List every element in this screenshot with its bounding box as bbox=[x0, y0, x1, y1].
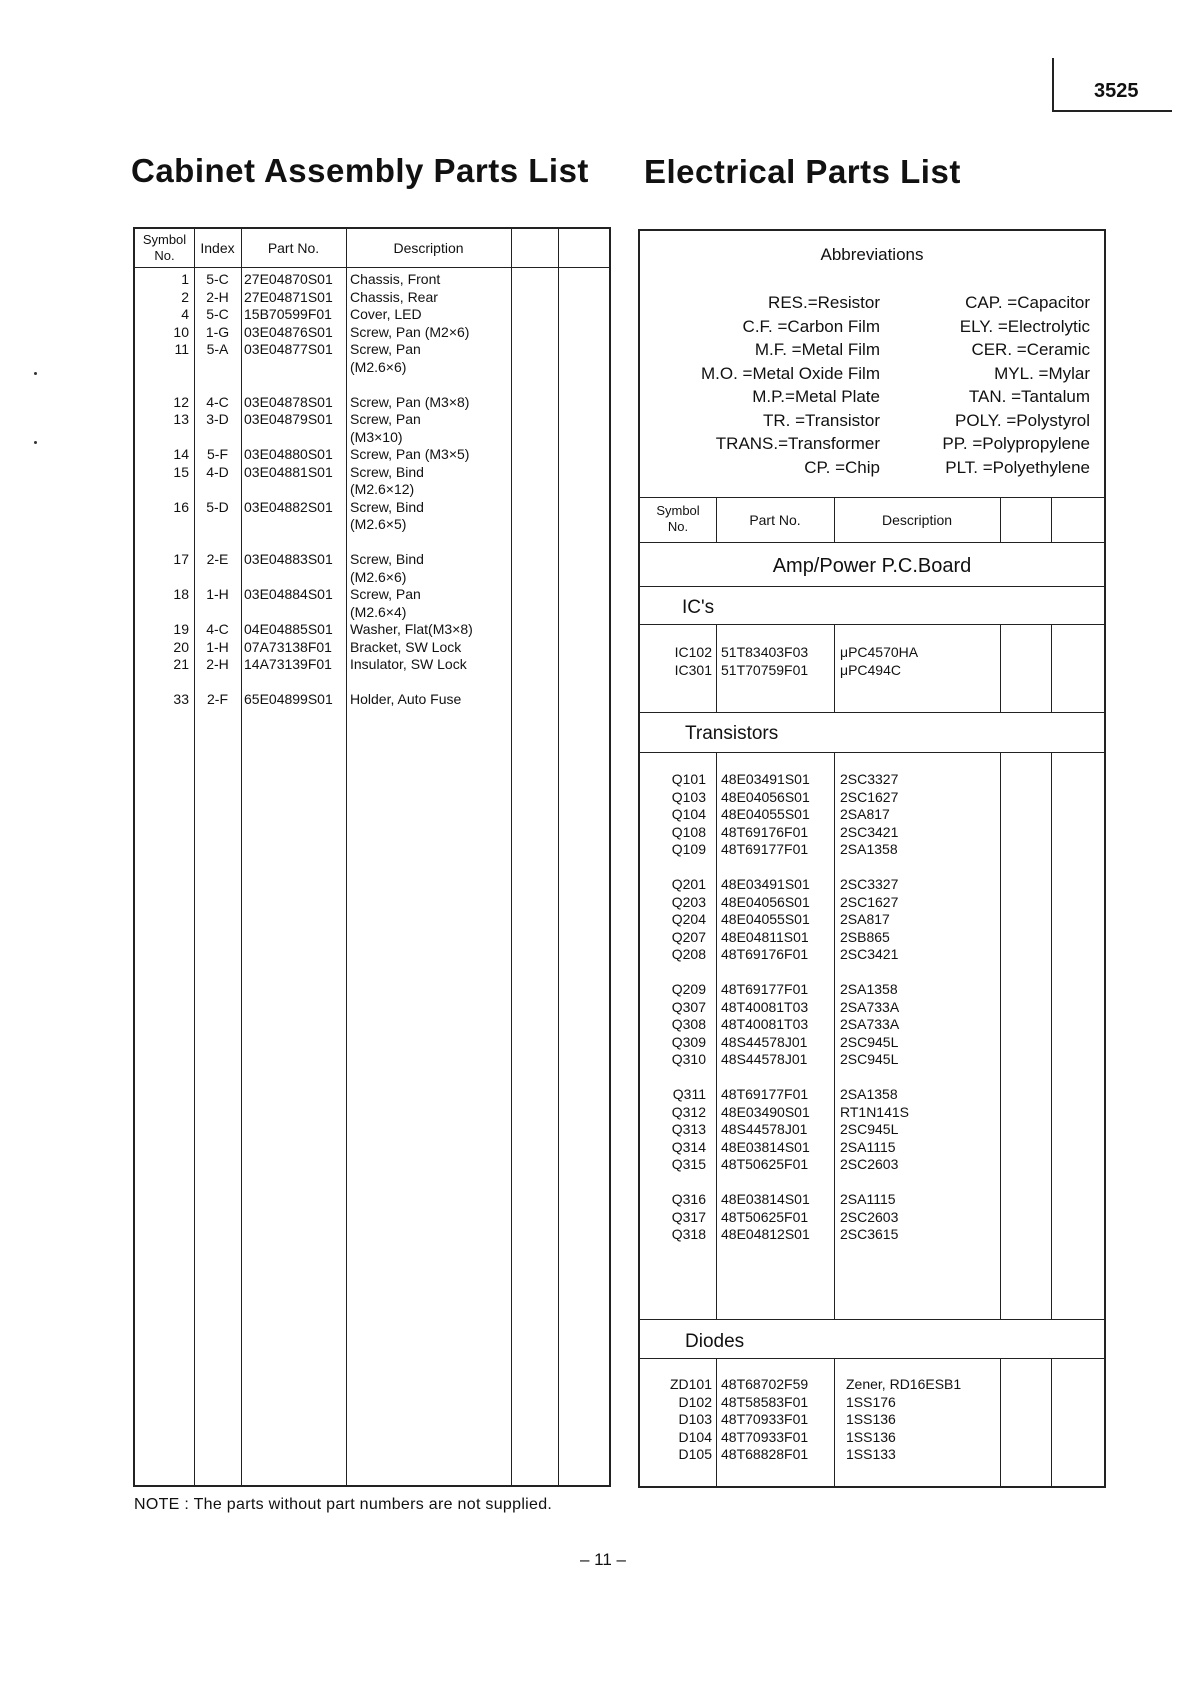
scan-speck bbox=[34, 372, 37, 375]
cabinet-parts-table bbox=[133, 227, 611, 1487]
model-number: 3525 bbox=[1094, 80, 1139, 102]
diodes-part-no-column: 48T68702F59 48T58583F01 48T70933F01 48T70933F01 48T68828F01 bbox=[721, 1376, 809, 1462]
transistors-symbol-column: Q101 Q103 Q104 Q108 Q109 Q201 Q203 Q204 Q207 Q208 Q209 Q307 Q308 Q309 Q310 Q311 Q312 Q313 Q314 Q315 Q316 Q317 Q318 bbox=[671, 771, 706, 1242]
ics-symbol-column: IC102 IC301 bbox=[674, 644, 712, 678]
page-number: – 11 – bbox=[580, 1550, 627, 1569]
header-symbol-no: Symbol No. bbox=[142, 232, 187, 263]
transistors-part-no-column: 48E03491S01 48E04056S01 48E04055S01 48T69176F01 48T69177F01 48E03491S01 48E04056S01 48E04055S01 48E04811S01 48T69176F01 48T69177F01 48T40081T03 48T40081T03 48S44578J01 48S44578J01 48T69177F01 48E03490S01 48S44578J01 48E03814S01 48T50625F01 48E03814S01 48T50625F01 48E04812S01 bbox=[721, 771, 810, 1242]
ics-title: IC's bbox=[682, 597, 715, 618]
scan-speck bbox=[34, 441, 37, 444]
cabinet-description-column: Chassis, Front Chassis, Rear Cover, LED Screw, Pan (M2×6) Screw, Pan (M2.6×6) Screw, Pan (M3×8) Screw, Pan (M3×10) Screw, Pan (M3×5) Screw, Bind (M2.6×12) Screw, Bind (M2.6×5) Screw, Bind (M2.6×6) Screw, Pan (M2.6×4) Washer, Flat(M3×8) Bracket, SW Lock Insulator, SW Lock Holder, Auto Fuse bbox=[350, 271, 473, 707]
electrical-parts-table bbox=[638, 229, 1106, 1488]
ics-description-column: μPC4570HA μPC494C bbox=[840, 644, 919, 678]
ele-header-part-no: Part No. bbox=[749, 512, 801, 528]
board-title: Amp/Power P.C.Board bbox=[772, 555, 972, 577]
diodes-description-column: Zener, RD16ESB1 1SS176 1SS136 1SS136 1SS133 bbox=[846, 1376, 962, 1462]
ics-part-no-column: 51T83403F03 51T70759F01 bbox=[721, 644, 809, 678]
header-description: Description bbox=[393, 240, 464, 256]
diodes-title: Diodes bbox=[685, 1331, 745, 1352]
ele-header-symbol-no: Symbol No. bbox=[656, 503, 700, 534]
header-index: Index bbox=[200, 240, 235, 256]
abbreviations-left-column: RES.=Resistor C.F. =Carbon Film M.F. =Metal Film M.O. =Metal Oxide Film M.P.=Metal Plate TR. =Transistor TRANS.=Transformer CP. =Chip bbox=[700, 293, 880, 477]
abbreviations-right-column: CAP. =Capacitor ELY. =Electrolytic CER. =Ceramic MYL. =Mylar TAN. =Tantalum POLY. =Polystyrol PP. =Polypropylene PLT. =Polyethylene bbox=[942, 293, 1090, 477]
cabinet-symbol-column: 1 2 4 10 11 12 13 14 15 16 17 18 19 20 21 33 bbox=[173, 271, 189, 707]
header-part-no: Part No. bbox=[267, 240, 320, 256]
diodes-symbol-column: ZD101 D102 D103 D104 D105 bbox=[669, 1376, 712, 1462]
model-number-box bbox=[1052, 58, 1172, 112]
cabinet-part-no-column: 27E04870S01 27E04871S01 15B70599F01 03E04876S01 03E04877S01 03E04878S01 03E04879S01 03E04880S01 03E04881S01 03E04882S01 03E04883S01 03E04884S01 04E04885S01 07A73138F01 14A73139F01 65E04899S01 bbox=[244, 271, 333, 707]
transistors-description-column: 2SC3327 2SC1627 2SA817 2SC3421 2SA1358 2SC3327 2SC1627 2SA817 2SB865 2SC3421 2SA1358 2SA733A 2SA733A 2SC945L 2SC945L 2SA1358 RT1N141S 2SC945L 2SA1115 2SC2603 2SA1115 2SC2603 2SC3615 bbox=[840, 771, 910, 1242]
transistors-title: Transistors bbox=[685, 723, 779, 744]
cabinet-index-column: 5-C 2-H 5-C 1-G 5-A 4-C 3-D 5-F 4-D 5-D 2-E 1-H 4-C 1-H 2-H 2-F bbox=[205, 271, 230, 707]
electrical-parts-title: Electrical Parts List bbox=[644, 153, 961, 190]
abbreviations-title: Abbreviations bbox=[820, 245, 924, 264]
cabinet-parts-title: Cabinet Assembly Parts List bbox=[131, 152, 589, 189]
note-text: NOTE : The parts without part numbers are not supplied. bbox=[134, 1496, 553, 1513]
ele-header-description: Description bbox=[881, 512, 953, 528]
